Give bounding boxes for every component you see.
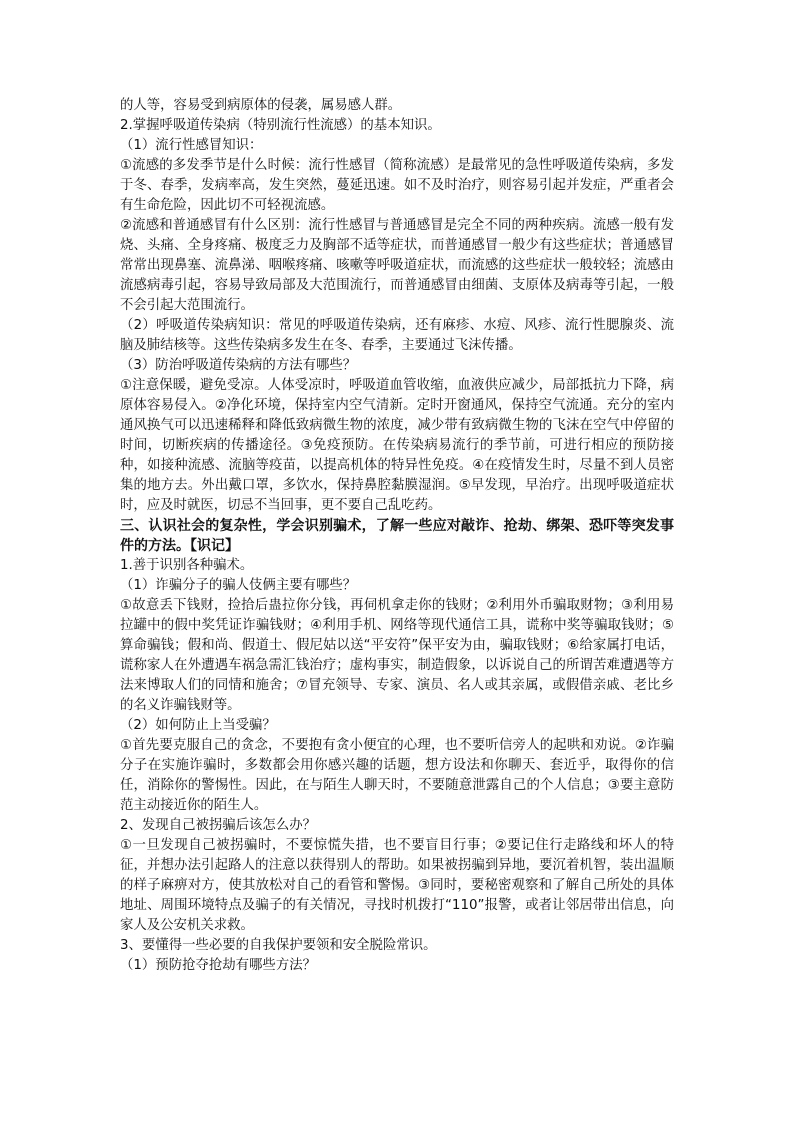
subheading-avoid-scams: （2）如何防止上当受骗？ (120, 718, 276, 733)
section-heading-three: 三、认识社会的复杂性，学会识别骗术，了解一些应对敲诈、抢劫、绑架、恐吓等突发事件的方法。【识记】 (120, 518, 674, 554)
paragraph-intro-continuation: 的人等，容易受到病原体的侵袭，属易感人群。 (120, 98, 402, 113)
heading-abduction: 2、发现自己被拐骗后该怎么办？ (120, 818, 316, 833)
subheading-scam-tricks: （1）诈骗分子的骗人伎俩主要有哪些？ (120, 578, 357, 593)
paragraph-prevention-methods: ①注意保暖，避免受凉。人体受凉时，呼吸道血管收缩，血液供应减少，局部抵抗力下降，病原体容易侵入。②净化环境，保持室内空气清新。定时开窗通风，保持空气流通。充分的室内通风换气可以迅速稀释和降低致病微生物的浓度，减少带有致病微生物的飞沫在空气中停留的时间，切断疾病的传播途径。③免疫预防。在传染病易流行的季节前，可进行相应的预防接种，如接种流感、流脑等疫苗，以提高机体的特异性免疫。④在疫情发生时，尽量不到人员密集的地方去。外出戴口罩，多饮水，保持鼻腔黏膜湿润。⑤早发现，早治疗。出现呼吸道症状时，应及时就医，切忌不当回事，更不要自己乱吃药。 (120, 378, 674, 513)
subheading-flu-knowledge: （1）流行性感冒知识： (120, 138, 263, 153)
paragraph-respiratory-diseases: （2）呼吸道传染病知识：常见的呼吸道传染病，还有麻疹、水痘、风疹、流行性腮腺炎、流脑及肺结核等。这些传染病多发生在冬、春季，主要通过飞沫传播。 (120, 318, 674, 353)
paragraph-scam-tricks: ①故意丢下钱财，捡拾后蛊拉你分钱，再伺机拿走你的钱财；②利用外币骗取财物；③利用易拉罐中的假中奖凭证诈骗钱财；④利用手机、网络等现代通信工具，谎称中奖等骗取钱财；⑤算命骗钱；假和尚、假道士、假尼姑以送“平安符”保平安为由，骗取钱财；⑥给家属打电话，谎称家人在外遭遇车祸急需汇钱治疗；虚构事实，制造假象，以诉说自己的所谓苦难遭遇等方法来博取人们的同情和施舍；⑦冒充领导、专家、演员、名人或其亲属，或假借亲戚、老比乡的名义诈骗钱财等。 (120, 598, 674, 713)
heading-self-protection: 3、要懂得一些必要的自我保护要领和安全脱险常识。 (120, 938, 437, 953)
paragraph-abduction: ①一旦发现自己被拐骗时，不要惊慌失措，也不要盲目行事；②要记住行走路线和坏人的特征，并想办法引起路人的注意以获得别人的帮助。如果被拐骗到异地，要沉着机智，装出温顺的样子麻痹对方，使其放松对自己的看管和警惕。③同时，要秘密观察和了解自己所处的具体地址、周围环境特点及骗子的有关情况，寻找时机拨打“110”报警，或者让邻居带出信息，向家人及公安机关求救。 (120, 838, 674, 933)
subheading-prevention-methods: （3）防治呼吸道传染病的方法有哪些？ (120, 358, 357, 373)
subheading-robbery-prevention: （1）预防抢夺抢劫有哪些方法？ (120, 958, 316, 973)
heading-identify-scams: 1.善于识别各种骗术。 (120, 558, 254, 573)
paragraph-avoid-scams: ①首先要克服自己的贪念，不要抱有贪小便宜的心理，也不要听信旁人的起哄和劝说。②诈骗分子在实施诈骗时，多数都会用你感兴趣的话题，想方设法和你聊天、套近乎，取得你的信任，消除你的警惕性。因此，在与陌生人聊天时，不要随意泄露自己的个人信息；③要主意防范主动接近你的陌生人。 (120, 738, 674, 813)
heading-respiratory-disease-knowledge: 2.掌握呼吸道传染病（特别流行性流感）的基本知识。 (120, 118, 441, 133)
paragraph-flu-vs-cold: ②流感和普通感冒有什么区别：流行性感冒与普通感冒是完全不同的两种疾病。流感一般有发烧、头痛、全身疼痛、极度乏力及胸部不适等症状，而普通感冒一般少有这些症状；普通感冒常常出现鼻塞、流鼻涕、咽喉疼痛、咳嗽等呼吸道症状，而流感的这些症状一般较轻；流感由流感病毒引起，容易导致局部及大范围流行，而普通感冒由细菌、支原体及病毒等引起，一般不会引起大范围流行。 (120, 218, 674, 313)
paragraph-flu-season: ①流感的多发季节是什么时候：流行性感冒（简称流感）是最常见的急性呼吸道传染病，多发于冬、春季，发病率高，发生突然，蔓延迅速。如不及时治疗，则容易引起并发症，严重者会有生命危险，因此切不可轻视流感。 (120, 158, 674, 213)
